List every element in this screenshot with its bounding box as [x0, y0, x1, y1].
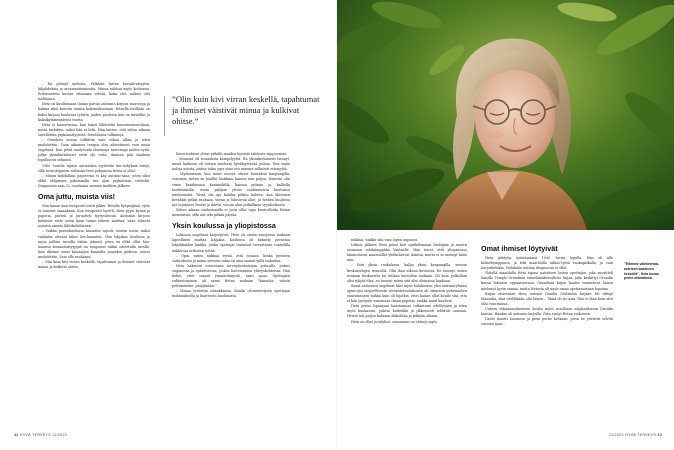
quote-rule	[164, 96, 165, 136]
paragraph: – Opin, miten nukkua syvää, että tosiaan, koska perheen vaikeuksien ja muun stressin takia en aina saanut yöllä nukuttua.	[172, 253, 290, 263]
section-heading-yksin-koulussa: Yksin koulussa ja yliopistossa	[172, 221, 276, 231]
page-number: 33	[657, 433, 662, 437]
paragraph: Heta on ollut jo äityksä. ossaamme on ehtinyt myös.	[351, 319, 439, 324]
col1-body-1	[38, 82, 150, 189]
portrait-photo	[337, 0, 674, 230]
left-column-2	[172, 152, 290, 299]
photo-caption: ”Elämme vaihtelevaa-asteisen kaaoksen keskellä”, Heta kuvaa perhe-elämäänsä.	[624, 262, 660, 281]
paragraph: – Söin yksin ruokalassa, kuljin yksin kaupungilla, seisoin keskustelujen reunoilla. Olin ihan ulkona kuvioista. En tiennyt, miten avataan keskustelu tai tullaan kuvioihin mukaan. Oli kuin palkallani olisi tyhjää tilaa, en tiennyt miten sitä olisi olemassa lainkaan.	[347, 263, 467, 283]
paragraph: – En pitänyt melusta. Pelkäsin lasten kovaää-nisyyttä, kiljahduksia ja arvaamattomuutta. Minua nähtiin myös kohteena. Erilaisuuteni kuinat ottamaan selvää, kuka olet, mikssi olet tuollainen.	[38, 82, 150, 102]
paragraph: nukkua, vaikka olin vain lopen uupunut.	[351, 238, 419, 242]
paragraph: Heta on kuullussaan tämän päivän autismin kirjoon suoristoja ja hakiaa siksi kerrota omista kokemuksistaan. Hänellä itsellään on kaksi kirjoon kuuluvaa tytärtä, joiden puolesta hän on taistellut jo kaksikymmentäviisi vuotta.	[38, 102, 150, 122]
paragraph: Sinnä vaiheessa ongelmat kävi myös haluksessa, yksi autismiryhmän opintojen tarpeellisesta vertaistoteutuksesta oli viimeisin puhemiehen onnistumisen taikka kuin oli lujatkin, ettei haitan ollut kuulle sitä, että ei hän pystynyt sanomaan ilman paperia, vaikka muut kuulivat.	[347, 283, 467, 304]
paragraph: – Olin kuin kivi virran keskellä, tapahtumat ja ihmiset väistivät minua ja kulkivat ohitse.	[38, 260, 150, 270]
pull-quote	[172, 94, 324, 127]
right-column-2	[481, 245, 613, 327]
paragraph: – Oeneleisi minua tulkittiin vain vähän alkaa ja siten unohdettiin. Tuon aikainen terapia olisi aiheuttanut vain uusia ongelmia. Kun pitää analysoida oleiemaja tuntemaja niiden syitä, jotka yksinkertaisesti eivät ole totta, ihmisen pää saadaan lopullisesti sekaisin.	[38, 138, 150, 163]
portrait-photo-illustration	[337, 0, 674, 230]
paragraph: Heta joutui lopunjaan haastamaan tutkintoasi edellyttäen ja siten myös kuukasuin, pakeni kuitenkin ja jälkeenotti tehtävät sanoina. Heistä tuli paljon haluaan alakohtaa ja pitkään aikaan.	[347, 304, 467, 319]
paragraph: Yhdellä maatilalla Heta tapasi autistisen lasten opettajan, joka suositteli hänelle Temple Grandinin omaelämäkerrallista kirjaa, joka keskittyi Grandin kuvaa lukiossa oppimisestaan, Grandinin kirjan kautta tunnistivat hänen mielensä hyvin samaa, mutta Hetasta oli myös omaa opettamistaan lapsiina.	[481, 271, 613, 291]
col2-body-1	[172, 152, 290, 218]
pull-quote-text: ”Olin kuin kivi virran keskellä, tapahtumat ja ihmiset väistivät minua ja kulkivat ohitse.”	[172, 94, 320, 126]
left-folio	[14, 433, 67, 437]
paragraph: Kirjaa etsiessään Heta törmäsi Gunilla Gerlandin kirjaan Ett riktigt Mänsnka, eikä edelläkään olla hänen... Tämä oli iso asia. Niin ei ihan kuin olisi olisi vain minua...	[481, 291, 613, 306]
paragraph: Lukion jälkeen Heta pääsi heti opiskelemaan biologiaa ja muutti asumaan solukämppään Vantaalle. Hän toivoi, että yliopistossa kiinnostavat asiasisällöt yhdistäisivät ihmisiä, mutta ei se mennyt kään niin.	[347, 243, 467, 263]
paragraph: – Minun kohdallani paperessa ei käy autismi-sana; joten siksi ehkä väljyimme pahimmilta sen ajan psykiatrian virheiltä. Diagnoosin sain 32 -vuotiaana monien mutkien jälkeen.	[38, 173, 150, 188]
section-heading-omat-ihmiset: Omat ihmiset löytyivät	[481, 244, 558, 253]
paragraph: Niin kauan kun terapeutti esitti pikku- Hetalle kysymyksiä, tyttö ei sanonut sanaakaan. Kun terapeutti lopetti, Heta pyysi kynää ja paperia, piirteli ja juruutteli tyytyväisenä. Autismin kirjoon kuuluvat eivät usein kaan tunne tekeen ainittaa, vaan tekevät asioista omista lähtökohdistaan.	[38, 203, 150, 229]
magazine-issue: HYVÄ TERVEYS 11/2023	[19, 433, 68, 437]
paragraph: David muutti Suomeen ja pieni perhe Kotkaan, jossa he yrittivät selvitä vuosien ajan...	[481, 317, 613, 327]
paragraph: Kaverisuhteet olivat pitkälti muiden hyvästä tahdosta riippuvaisia.	[176, 152, 288, 156]
magazine-issue: 11/2023 HYVÄ TERVEYS	[608, 433, 657, 437]
right-folio	[609, 433, 662, 437]
right-column-1	[347, 238, 467, 325]
left-column-1	[38, 82, 150, 270]
paragraph: Uuteen elämänvaiheeseen kuului myös aviollinen englantilaisen Davidin kanssa. Hänkin oli autismin kirjoilla. Pian syntyi Hetan esikoinen.	[481, 306, 613, 317]
paragraph: – Myöhemmin, kun muut nuoret ottivat kontaktia kaupungilla, vaivaisin, miten en kuullut luokkani kanssa niin paljon. Harvoin olin viime kesäkuussa kesämökillä, kanssa pelasin ja, kalliolla tunttoinkulla, usein palijain jätvin vanhimmissa kouluissa mietteissäni. Tässä siis aja kuinka pitkiin kohten, kun lähtenen kevääksi pitkiä rauhaan, suvua ja lähisuvua alue, ja hetken kuulessa nyt tajunneet huolet ja ikävät, vuosin alun pitkällinen syynkoskusta.	[172, 172, 290, 207]
col2-body-2	[172, 233, 290, 299]
paragraph: – Minua yritettiin ulmakkaana. Kaulin oh-menestystä opettajan tutkimuksella ja haaveesta huolimatta.	[172, 289, 290, 299]
paragraph: Siihen aikaan vanhemmilla ei juuri ollut tapa kontrolloida Hetan menemisiä, sillä äiti teki pitkää päivää.	[172, 208, 290, 218]
paragraph: 1960 -luvulla lapsen autismista syytettiin tun-nekylmiä äitejä, sillä neurologiseen erilaisuu-teen pohjaavaa tietoa ei ollut.	[38, 163, 150, 173]
paragraph: Heta jättäytyi työntämässä 1990 -luvun lopulla. Hän oli alle kolmekymppinen, ja teki maatiloilla talkoo-työtä ruokapalkalla, ja vain harjoittelukin. Vieläkään mitään diagnoosia ei ollut.	[481, 256, 613, 271]
page-number: 32	[14, 433, 19, 437]
paragraph: – Vaikka perusikoulussa kiusattin rajusti, mietin usein, miksi vanhatin oleeani lähes kos-kematon. Olin lahjakas koulussa ja myös joillain tavoilla vähän jähmeä, joten en ehkä ollut hau-maansa kiusaamistyyppiä tai reagoinut niihin odotetulla tavalla. Kun itkenne meni kiusaajien kannalta jonnekin piekeen, minut unohdettiin. Sain olla rauhassa!	[38, 229, 150, 259]
section-heading-oma-juttu: Oma juttu, muista viis!	[38, 191, 116, 201]
paragraph: Lukiossa ongelmat kärjistyivät. Heta oli omien sanojensa mukaan lapsellinen muttaa lahjakas. Koulussa oli keksitty perustaa lahjakkaiden lunkka, jonka opettajat tuntuivat vierastavan tunnelilla nukkuvaa erikoista tyttöä.	[172, 233, 290, 253]
paragraph: Heta hakeutui toiveenaan terveydenhoitajan juttusille, joskus sugunessa ja epäröiviessa, joskus hoitotoimien yhteyskohteissa. Hän kokei, ettei saanut ymmärtämystä, saati apua. Opettajien suhtautuminen oli sama Hetan mukaan ”kamalaa: väärin pettämiseksi, pitäjämään.”	[172, 263, 290, 289]
col1-body-2	[38, 204, 150, 270]
paragraph: Heta ei kuustvustaa, kun hänet lähetettin kasvatusneuvolaan, mistä turkittiin, miksi hän ei leiki. Hän kertoo, että siihen aikaan suvellettiin psykoanalyytistä, freudilaisia tulkintoja.	[38, 122, 150, 137]
right-page	[337, 0, 674, 450]
paragraph: – Minussa oli sosiaalista kömpelyyttä. En yksinkertaisesti tiennyt, mistä kaikesta oli toisten mielestä hyväksyttävää puhua. Tein myös noloja asioita, joiden takia jopa sisar otti minuun selkeästi etäisyyttä.	[172, 157, 290, 172]
